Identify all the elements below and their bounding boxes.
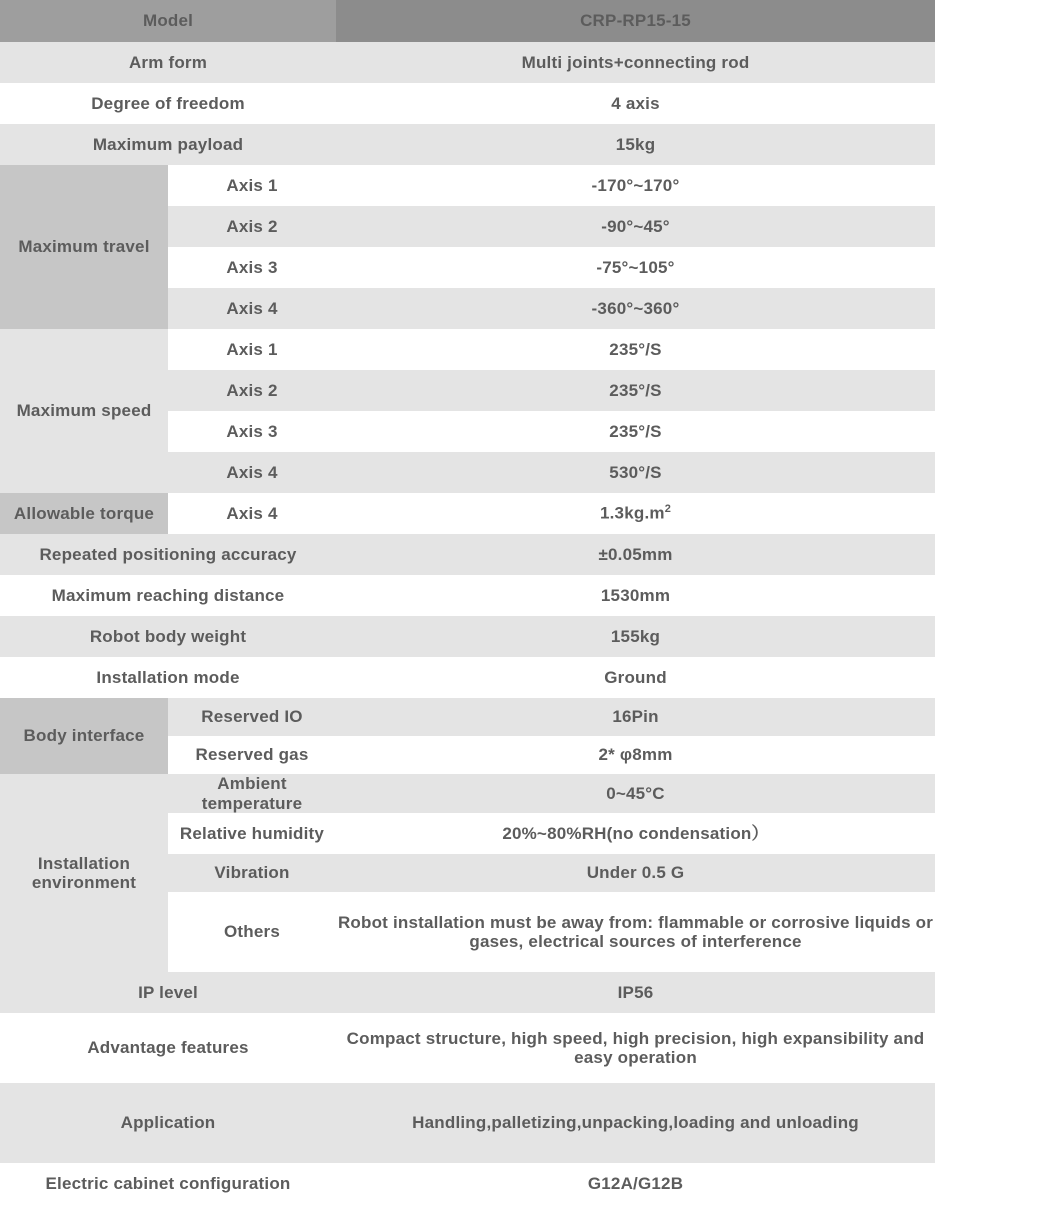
table-row [0,774,935,813]
row-label: Installation mode [0,657,336,698]
table-row [0,972,935,1013]
group-label-body-interface: Body interface [0,698,168,774]
environment-value: Under 0.5 G [336,854,935,892]
table-row [0,83,935,124]
environment-value: 20%~80%RH(no condensation） [336,813,935,854]
row-label: Arm form [0,42,336,83]
row-value: Multi joints+connecting rod [336,42,935,83]
axis-label: Axis 4 [168,452,336,493]
row-label: Robot body weight [0,616,336,657]
environment-label: Vibration [168,854,336,892]
row-label: Repeated positioning accuracy [0,534,336,575]
header-value: CRP-RP15-15 [336,0,935,42]
row-value: Compact structure, high speed, high precision, high expansibility and easy operation [336,1013,935,1083]
table-row [0,0,935,42]
axis-label: Axis 3 [168,247,336,288]
torque-value: 1.3kg.m [599,504,665,524]
row-label: Electric cabinet configuration [0,1163,336,1204]
row-value: 1530mm [336,575,935,616]
table-row [0,698,935,736]
axis-value: 235°/S [336,329,935,370]
row-value: IP56 [336,972,935,1013]
environment-label: Ambient temperature [168,774,336,813]
row-value: Handling,palletizing,unpacking,loading and unloading [336,1083,935,1163]
environment-value: Robot installation must be away from: flammable or corrosive liquids or gases, electrical sources of interference [336,892,935,972]
header-label: Model [0,0,336,42]
interface-value: 16Pin [336,698,935,736]
row-label: Maximum payload [0,124,336,165]
axis-value [336,493,935,534]
row-label: Maximum reaching distance [0,575,336,616]
row-value: 155kg [336,616,935,657]
axis-value: 235°/S [336,370,935,411]
torque-exponent: 2 [664,503,672,516]
axis-label: Axis 3 [168,411,336,452]
interface-value: 2* φ8mm [336,736,935,774]
row-value: 4 axis [336,83,935,124]
table-row [0,616,935,657]
row-label: Degree of freedom [0,83,336,124]
row-label: Advantage features [0,1013,336,1083]
axis-value: -360°~360° [336,288,935,329]
axis-label: Axis 1 [168,329,336,370]
table-row [0,1013,935,1083]
group-label-maximum-travel: Maximum travel [0,165,168,329]
group-label-installation-environment: Installation environment [0,774,168,972]
interface-label: Reserved IO [168,698,336,736]
group-label-maximum-speed: Maximum speed [0,329,168,493]
table-row [0,534,935,575]
table-row [0,1163,935,1204]
axis-label: Axis 4 [168,493,336,534]
row-label: Application [0,1083,336,1163]
table-row [0,42,935,83]
row-value: Ground [336,657,935,698]
table-row [0,329,935,370]
axis-value: -90°~45° [336,206,935,247]
environment-value: 0~45°C [336,774,935,813]
table-row [0,1083,935,1163]
axis-label: Axis 2 [168,370,336,411]
table-row [0,493,935,534]
axis-value: -75°~105° [336,247,935,288]
axis-value: 530°/S [336,452,935,493]
table-row [0,165,935,206]
axis-label: Axis 4 [168,288,336,329]
environment-label: Relative humidity [168,813,336,854]
row-label: IP level [0,972,336,1013]
table-row [0,575,935,616]
axis-label: Axis 2 [168,206,336,247]
interface-label: Reserved gas [168,736,336,774]
axis-value: -170°~170° [336,165,935,206]
row-value: ±0.05mm [336,534,935,575]
group-label-allowable-torque: Allowable torque [0,493,168,534]
row-value: G12A/G12B [336,1163,935,1204]
table-row [0,124,935,165]
axis-value: 235°/S [336,411,935,452]
environment-label: Others [168,892,336,972]
table-row [0,657,935,698]
row-value: 15kg [336,124,935,165]
axis-label: Axis 1 [168,165,336,206]
